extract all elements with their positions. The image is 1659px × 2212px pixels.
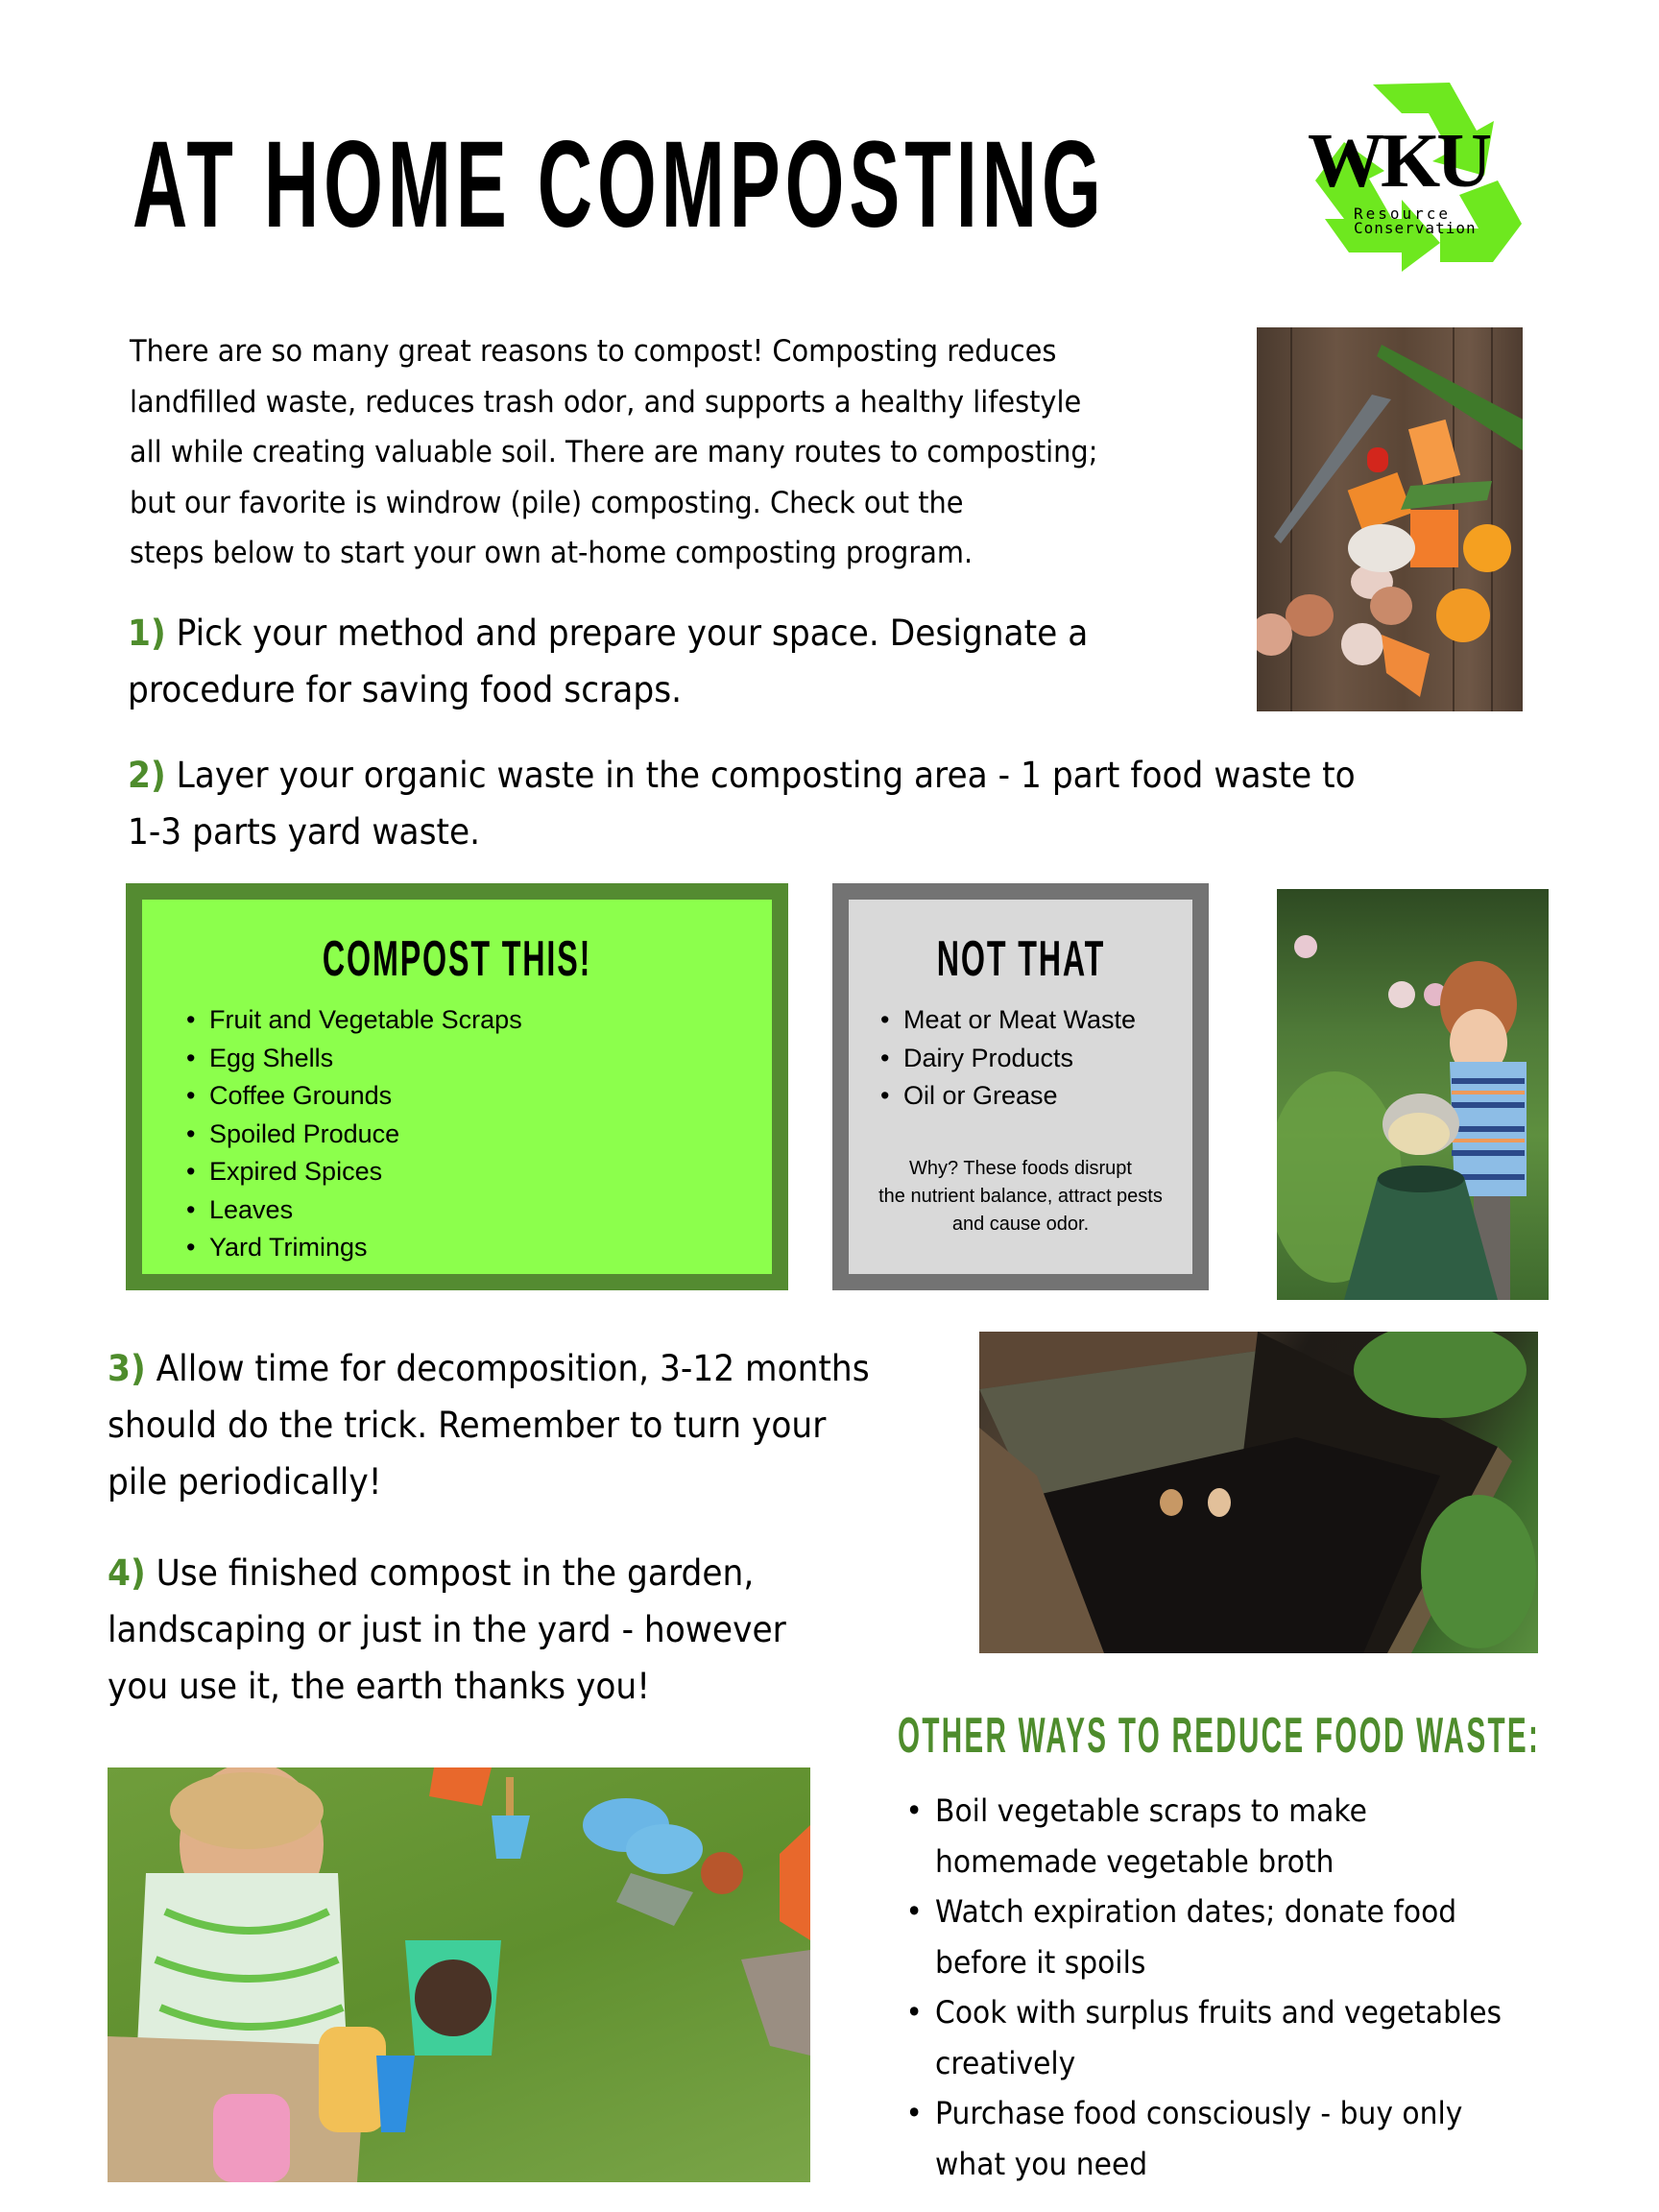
compost-box-photo bbox=[979, 1332, 1538, 1653]
intro-line: landfilled waste, reduces trash odor, and supports a healthy lifestyle bbox=[130, 384, 1082, 420]
not-that-box bbox=[832, 883, 1209, 1290]
page-title: AT HOME COMPOSTING bbox=[132, 116, 1106, 253]
list-item: • Fruit and Vegetable Scraps bbox=[180, 1001, 522, 1040]
step-number: 3) bbox=[108, 1348, 146, 1389]
list-item: • Boil vegetable scraps to make homemade vegetable broth bbox=[898, 1786, 1502, 1887]
step-number: 2) bbox=[128, 755, 166, 796]
step-text: you use it, the earth thanks you! bbox=[108, 1666, 651, 1707]
step-text: Allow time for decomposition, 3-12 months bbox=[156, 1348, 870, 1389]
other-ways-list bbox=[898, 1786, 1547, 2189]
intro-line: but our favorite is windrow (pile) composting. Check out the bbox=[130, 485, 964, 520]
list-item: • Dairy Products bbox=[875, 1040, 1136, 1078]
step-text: Pick your method and prepare your space. Designate a bbox=[176, 613, 1089, 654]
step-number: 4) bbox=[108, 1552, 146, 1594]
other-ways-title: OTHER WAYS TO REDUCE FOOD WASTE: bbox=[898, 1708, 1541, 1764]
intro-paragraph bbox=[130, 326, 1166, 579]
boy-compost-bin-image bbox=[1277, 889, 1549, 1300]
note-line: and cause odor. bbox=[951, 1214, 1090, 1235]
step-text: 1-3 parts yard waste. bbox=[128, 811, 481, 853]
list-item: • Spoiled Produce bbox=[180, 1116, 522, 1154]
logo-line-resource: Resource bbox=[1354, 204, 1452, 223]
compost-this-list bbox=[180, 1001, 522, 1267]
step-number: 1) bbox=[128, 613, 166, 654]
intro-line: There are so many great reasons to compost! Composting reduces bbox=[130, 334, 1057, 369]
step-4 bbox=[108, 1545, 786, 1715]
step-text: pile periodically! bbox=[108, 1461, 382, 1503]
note-line: the nutrient balance, attract pests bbox=[878, 1186, 1163, 1207]
not-that-note bbox=[849, 1155, 1192, 1238]
step-text: Use finished compost in the garden, bbox=[156, 1552, 755, 1594]
intro-line: steps below to start your own at-home composting program. bbox=[130, 536, 974, 570]
list-item: • Expired Spices bbox=[180, 1153, 522, 1191]
list-item: • Watch expiration dates; donate food before it spoils bbox=[898, 1887, 1502, 1987]
intro-line: all while creating valuable soil. There are many routes to composting; bbox=[130, 435, 1098, 469]
not-that-title: NOT THAT bbox=[936, 931, 1105, 987]
not-that-list bbox=[875, 1001, 1136, 1116]
list-item: • Cook with surplus fruits and vegetables creatively bbox=[898, 1987, 1502, 2088]
step-text: Layer your organic waste in the composting area - 1 part food waste to bbox=[176, 755, 1356, 796]
step-text: procedure for saving food scraps. bbox=[128, 669, 683, 710]
list-item: • Leaves bbox=[180, 1191, 522, 1230]
logo-line-conservation: Conservation bbox=[1354, 219, 1477, 237]
compost-box-image bbox=[979, 1332, 1538, 1653]
compost-this-box bbox=[126, 883, 788, 1290]
list-item: • Egg Shells bbox=[180, 1040, 522, 1078]
list-item: • Yard Trimings bbox=[180, 1229, 522, 1267]
food-scraps-image bbox=[1257, 327, 1523, 711]
step-2 bbox=[128, 747, 1356, 860]
girl-gardening-photo bbox=[108, 1767, 810, 2182]
food-scraps-photo bbox=[1257, 327, 1523, 711]
list-item: • Meat or Meat Waste bbox=[875, 1001, 1136, 1040]
step-1 bbox=[128, 605, 1088, 718]
step-text: should do the trick. Remember to turn your bbox=[108, 1405, 827, 1446]
list-item: • Purchase food consciously - buy only what you need bbox=[898, 2088, 1502, 2189]
logo-subtitle bbox=[1354, 206, 1498, 235]
note-line: Why? These foods disrupt bbox=[909, 1158, 1132, 1179]
logo-wordmark: WKU bbox=[1308, 119, 1488, 204]
list-item: • Oil or Grease bbox=[875, 1077, 1136, 1116]
step-text: landscaping or just in the yard - however bbox=[108, 1609, 786, 1650]
boy-compost-bin-photo bbox=[1277, 889, 1549, 1300]
girl-gardening-image bbox=[108, 1767, 810, 2182]
step-3 bbox=[108, 1340, 870, 1510]
list-item: • Coffee Grounds bbox=[180, 1077, 522, 1116]
compost-this-title: COMPOST THIS! bbox=[322, 931, 592, 987]
